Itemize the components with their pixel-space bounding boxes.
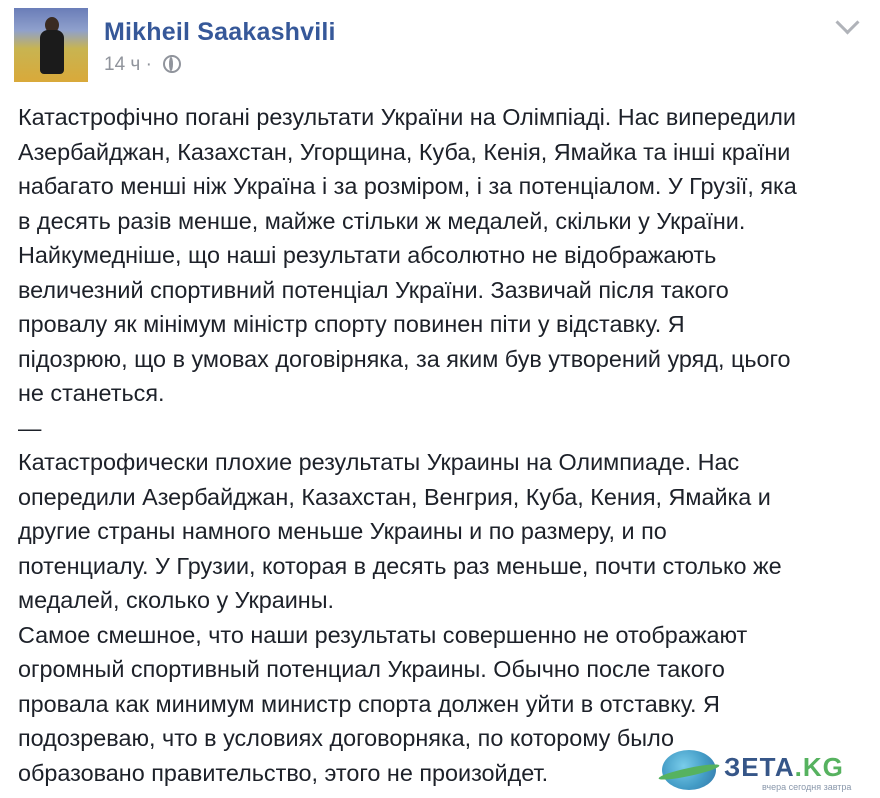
post-paragraph-russian-1: Катастрофически плохие результаты Украины на Олимпиаде. Нас опередили Азербайджан, Казахстан, Венгрия, Куба, Кения, Ямайка и другие страны намного меньше Украины и по размеру, и по потенциалу. У Грузии, которая в десять раз меньше, почти столько же медалей, сколько у Украины. xyxy=(18,449,782,613)
avatar[interactable] xyxy=(14,8,88,82)
site-watermark xyxy=(662,748,874,794)
post-paragraph-russian-2: Самое смешное, что наши результаты совершенно не отображают огромный спортивный потенциал Украины. Обычно после такого провала как минимум министр спорта должен уйти в отставку. Я подозреваю, что в условиях договорняка, по которому было образовано правительство, этого не произойдет. xyxy=(18,621,748,786)
globe-icon[interactable] xyxy=(163,55,181,73)
watermark-tagline: вчера сегодня завтра xyxy=(762,782,852,792)
post-paragraph-ukrainian: Катастрофічно погані результати України на Олімпіаді. Нас випередили Азербайджан, Казахстан, Угорщина, Куба, Кенія, Ямайка та інші країни набагато менші ніж Україна і за розміром, і за потенціалом. У Грузії, яка в десять разів менше, майже стільки ж медалей, скільки у України. Найкумедніше, що наші результати абсолютно не відображають величезний спортивний потенціал України. Зазвичай після такого провалу як мінімум міністр спорту повинен піти у відставку. Я підозрюю, що в умовах договірняка, за яким був утворений уряд, цього не станеться. xyxy=(18,104,797,406)
watermark-name-main: ЗЕТА xyxy=(724,752,795,782)
globe-logo-icon xyxy=(662,750,716,790)
watermark-title xyxy=(724,752,844,783)
post-body xyxy=(18,100,868,790)
chevron-down-icon[interactable] xyxy=(835,10,859,34)
avatar-figure-body xyxy=(40,30,64,74)
post-divider: — xyxy=(18,414,42,441)
post-header xyxy=(14,8,866,84)
post-timestamp[interactable]: 14 ч xyxy=(104,54,141,75)
post-meta xyxy=(104,54,181,76)
meta-separator: · xyxy=(145,54,152,75)
watermark-name-suffix: .KG xyxy=(794,752,844,782)
author-name[interactable]: Mikheil Saakashvili xyxy=(104,18,336,46)
